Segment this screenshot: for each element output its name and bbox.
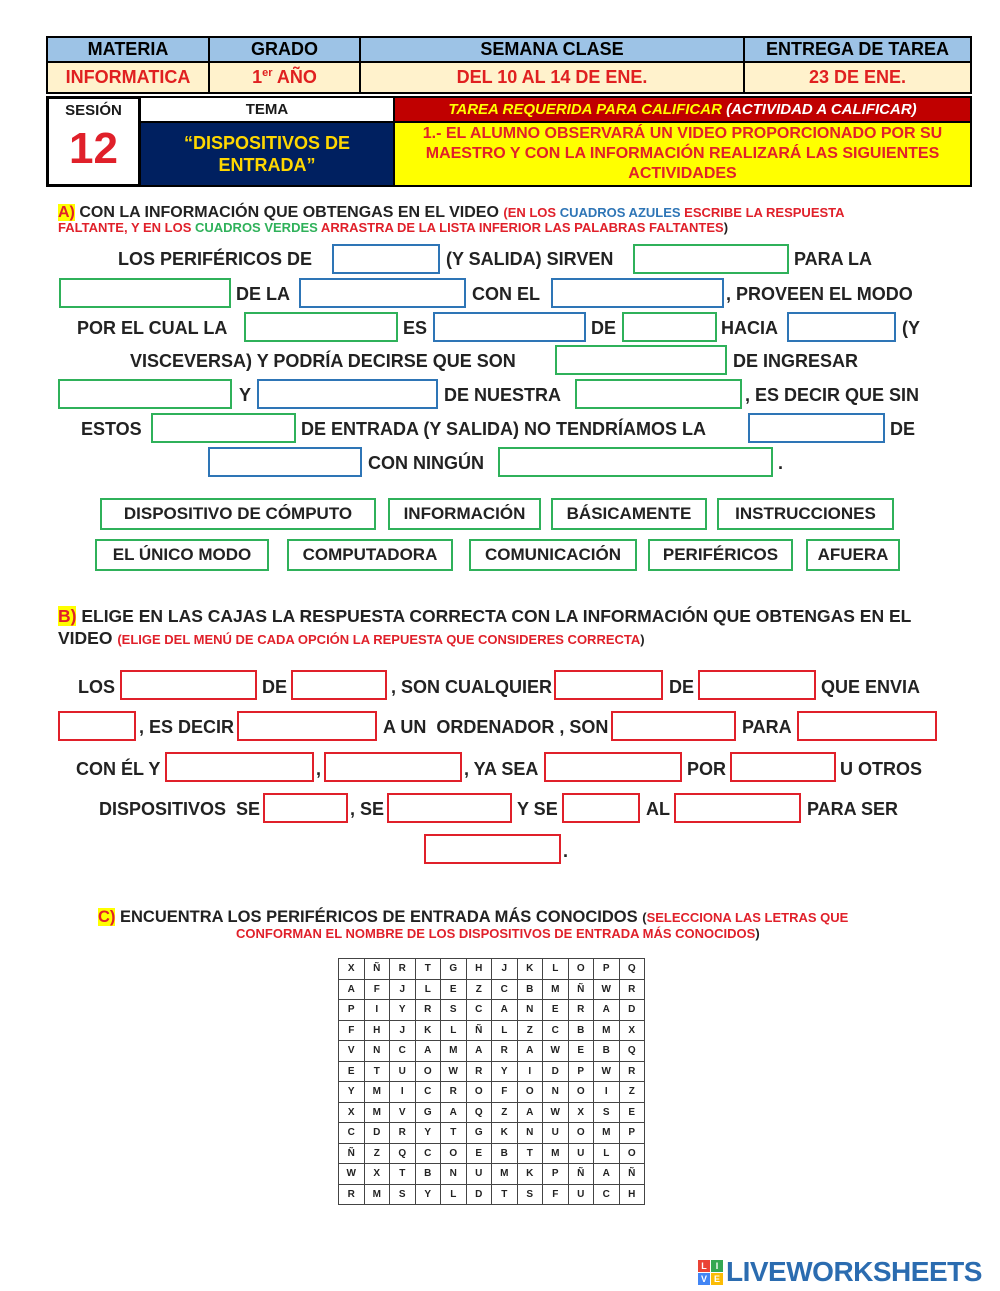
text-b1: LOS xyxy=(78,677,116,697)
dropdown-select[interactable] xyxy=(58,711,136,741)
grid-letter[interactable]: R xyxy=(390,1123,416,1144)
grid-letter[interactable]: G xyxy=(466,1123,492,1144)
grid-letter[interactable]: K xyxy=(517,959,543,980)
grid-letter[interactable]: M xyxy=(543,979,569,1000)
grid-letter[interactable]: Ñ xyxy=(339,1143,365,1164)
text-b12: POR xyxy=(687,759,727,779)
dropdown-select[interactable] xyxy=(424,834,561,864)
grid-letter[interactable]: J xyxy=(492,959,518,980)
text-b3: , SON CUALQUIER xyxy=(391,677,553,697)
text-a7: POR EL CUAL LA xyxy=(77,318,228,338)
grid-letter[interactable]: W xyxy=(441,1061,467,1082)
grid-letter[interactable]: B xyxy=(492,1143,518,1164)
text-a2: (Y SALIDA) SIRVEN xyxy=(446,249,614,269)
chip-word[interactable]: BÁSICAMENTE xyxy=(551,498,707,530)
grid-letter[interactable]: U xyxy=(466,1164,492,1185)
text-b6: , ES DECIR xyxy=(139,717,235,737)
grid-letter[interactable]: M xyxy=(492,1164,518,1185)
tarea-requerida: TAREA REQUERIDA PARA CALIFICAR (ACTIVIDAD A CALIFICAR) xyxy=(393,96,972,123)
grid-letter[interactable]: M xyxy=(364,1082,390,1103)
grid-letter[interactable]: T xyxy=(441,1123,467,1144)
chip-word[interactable]: INFORMACIÓN xyxy=(388,498,541,530)
grid-letter[interactable]: Q xyxy=(619,1041,645,1062)
grid-letter[interactable]: A xyxy=(339,979,365,1000)
grado-value: 1er AÑO xyxy=(208,61,361,94)
chip-word[interactable]: COMUNICACIÓN xyxy=(469,539,637,571)
grid-letter[interactable]: D xyxy=(364,1123,390,1144)
text-a16: , ES DECIR QUE SIN xyxy=(745,385,920,405)
dropdown-select[interactable] xyxy=(263,793,348,823)
grid-letter[interactable]: C xyxy=(415,1082,441,1103)
grid-letter[interactable]: G xyxy=(415,1102,441,1123)
grid-letter[interactable]: H xyxy=(466,959,492,980)
green-drop-box[interactable] xyxy=(622,312,717,342)
grid-letter[interactable]: Q xyxy=(466,1102,492,1123)
grid-letter[interactable]: K xyxy=(517,1164,543,1185)
grid-letter[interactable]: L xyxy=(594,1143,620,1164)
chip-word[interactable]: AFUERA xyxy=(806,539,900,571)
text-b11: , YA SEA xyxy=(464,759,539,779)
dropdown-select[interactable] xyxy=(562,793,640,823)
section-c-title: C) ENCUENTRA LOS PERIFÉRICOS DE ENTRADA MÁS CONOCIDOS (SELECCIONA LAS LETRAS QUE xyxy=(98,908,849,926)
grid-letter[interactable]: P xyxy=(568,1061,594,1082)
grid-letter[interactable]: W xyxy=(594,979,620,1000)
text-a10: HACIA xyxy=(721,318,778,338)
dropdown-select[interactable] xyxy=(730,752,836,782)
grid-letter[interactable]: V xyxy=(339,1041,365,1062)
grid-letter[interactable]: Q xyxy=(390,1143,416,1164)
grid-letter[interactable]: X xyxy=(619,1020,645,1041)
grid-letter[interactable]: P xyxy=(543,1164,569,1185)
grid-letter[interactable]: P xyxy=(619,1123,645,1144)
grid-letter[interactable]: M xyxy=(594,1020,620,1041)
materia-value: INFORMATICA xyxy=(46,61,210,94)
blue-answer-box[interactable] xyxy=(208,447,362,477)
grid-letter[interactable]: C xyxy=(466,1000,492,1021)
grid-letter[interactable]: Ñ xyxy=(568,1164,594,1185)
dropdown-select[interactable] xyxy=(554,670,663,700)
grid-letter[interactable]: E xyxy=(339,1061,365,1082)
grid-letter[interactable]: Z xyxy=(619,1082,645,1103)
grid-letter[interactable]: C xyxy=(339,1123,365,1144)
grid-letter[interactable]: R xyxy=(492,1041,518,1062)
grid-letter[interactable]: N xyxy=(441,1164,467,1185)
grid-letter[interactable]: K xyxy=(492,1123,518,1144)
grid-letter[interactable]: L xyxy=(543,959,569,980)
grid-letter[interactable]: N xyxy=(517,1123,543,1144)
grid-letter[interactable]: D xyxy=(466,1184,492,1205)
grid-letter[interactable]: T xyxy=(492,1184,518,1205)
grid-letter[interactable]: X xyxy=(568,1102,594,1123)
dropdown-select[interactable] xyxy=(324,752,462,782)
grid-letter[interactable]: W xyxy=(339,1164,365,1185)
green-drop-box[interactable] xyxy=(58,379,232,409)
grid-letter[interactable]: C xyxy=(390,1041,416,1062)
word-search-grid xyxy=(338,958,645,1205)
grid-letter[interactable]: E xyxy=(619,1102,645,1123)
grid-letter[interactable]: Ñ xyxy=(568,979,594,1000)
grid-letter[interactable]: M xyxy=(543,1143,569,1164)
grid-letter[interactable]: S xyxy=(517,1184,543,1205)
logo-cube-icon xyxy=(698,1260,723,1285)
grid-letter[interactable]: H xyxy=(364,1020,390,1041)
grid-letter[interactable]: Y xyxy=(415,1184,441,1205)
grid-letter[interactable]: W xyxy=(543,1102,569,1123)
grid-letter[interactable]: A xyxy=(492,1000,518,1021)
grid-letter[interactable]: O xyxy=(441,1143,467,1164)
grid-letter[interactable]: X xyxy=(339,959,365,980)
grid-letter[interactable]: F xyxy=(492,1082,518,1103)
section-a-title: A) CON LA INFORMACIÓN QUE OBTENGAS EN EL VIDEO (EN LOS CUADROS AZULES ESCRIBE LA RESPUESTA xyxy=(58,204,845,221)
text-a3: PARA LA xyxy=(794,249,872,269)
text-b5: QUE ENVIA xyxy=(821,677,921,697)
grid-letter[interactable]: Z xyxy=(492,1102,518,1123)
grid-letter[interactable]: T xyxy=(390,1164,416,1185)
grid-row xyxy=(339,1020,645,1041)
grid-letter[interactable]: A xyxy=(441,1102,467,1123)
grid-letter[interactable]: X xyxy=(339,1102,365,1123)
text-a4: DE LA xyxy=(236,284,290,304)
grid-letter[interactable]: E xyxy=(543,1000,569,1021)
grid-letter[interactable]: A xyxy=(594,1000,620,1021)
text-b18: PARA SER xyxy=(807,799,899,819)
text-a6: , PROVEEN EL MODO xyxy=(726,284,913,304)
grid-letter[interactable]: D xyxy=(543,1061,569,1082)
text-b7: A UN ORDENADOR , SON xyxy=(383,717,609,737)
grid-letter[interactable]: C xyxy=(543,1020,569,1041)
text-b15: , SE xyxy=(350,799,385,819)
grid-letter[interactable]: U xyxy=(543,1123,569,1144)
section-c-note: CONFORMAN EL NOMBRE DE LOS DISPOSITIVOS DE ENTRADA MÁS CONOCIDOS) xyxy=(236,926,760,941)
text-a13: DE INGRESAR xyxy=(733,351,859,371)
grid-letter[interactable]: I xyxy=(364,1000,390,1021)
grid-letter[interactable]: C xyxy=(492,979,518,1000)
text-a1: LOS PERIFÉRICOS DE xyxy=(118,249,313,269)
grid-letter[interactable]: R xyxy=(415,1000,441,1021)
dropdown-select[interactable] xyxy=(120,670,257,700)
grid-letter[interactable]: Q xyxy=(619,959,645,980)
logo-cube-letter: L xyxy=(698,1260,710,1272)
text-b13: U OTROS xyxy=(840,759,923,779)
grid-letter[interactable]: F xyxy=(339,1020,365,1041)
grid-letter[interactable]: O xyxy=(466,1082,492,1103)
text-a18: DE ENTRADA (Y SALIDA) NO TENDRÍAMOS LA xyxy=(301,419,706,439)
dropdown-select[interactable] xyxy=(611,711,736,741)
grid-row xyxy=(339,1000,645,1021)
tema-label: TEMA xyxy=(139,96,395,123)
instruccion-text: 1.- EL ALUMNO OBSERVARÁ UN VIDEO PROPORCIONADO POR SU MAESTRO Y CON LA INFORMACIÓN REALIZARÁ LAS SIGUIENTES ACTIVIDADES xyxy=(393,121,972,187)
grid-letter[interactable]: O xyxy=(568,1123,594,1144)
grid-letter[interactable]: Y xyxy=(415,1123,441,1144)
grid-letter[interactable]: L xyxy=(441,1184,467,1205)
text-b4: DE xyxy=(669,677,695,697)
grid-letter[interactable]: O xyxy=(568,959,594,980)
grid-letter[interactable]: A xyxy=(466,1041,492,1062)
grid-row xyxy=(339,1082,645,1103)
chip-word[interactable]: EL ÚNICO MODO xyxy=(95,539,269,571)
blue-answer-box[interactable] xyxy=(748,413,885,443)
text-b2: DE xyxy=(262,677,288,697)
grid-letter[interactable]: B xyxy=(594,1041,620,1062)
grid-letter[interactable]: N xyxy=(364,1041,390,1062)
dropdown-select[interactable] xyxy=(291,670,387,700)
grid-letter[interactable]: Y xyxy=(492,1061,518,1082)
text-a5: CON EL xyxy=(472,284,541,304)
grid-letter[interactable]: Z xyxy=(466,979,492,1000)
grid-row xyxy=(339,1184,645,1205)
grid-letter[interactable]: R xyxy=(466,1061,492,1082)
grid-letter[interactable]: R xyxy=(441,1082,467,1103)
grid-letter[interactable]: R xyxy=(619,979,645,1000)
grid-row xyxy=(339,1143,645,1164)
sesion-cell xyxy=(46,96,141,187)
grid-letter[interactable]: I xyxy=(594,1082,620,1103)
entrega-value: 23 DE ENE. xyxy=(743,61,972,94)
grid-letter[interactable]: E xyxy=(466,1143,492,1164)
text-b19: . xyxy=(563,841,569,861)
semana-value: DEL 10 AL 14 DE ENE. xyxy=(359,61,745,94)
blue-answer-box[interactable] xyxy=(299,278,466,308)
grid-letter[interactable]: O xyxy=(517,1082,543,1103)
grid-letter[interactable]: U xyxy=(568,1184,594,1205)
grid-letter[interactable]: R xyxy=(619,1061,645,1082)
grid-row xyxy=(339,1041,645,1062)
grid-letter[interactable]: R xyxy=(568,1000,594,1021)
grid-letter[interactable]: U xyxy=(390,1061,416,1082)
grid-letter[interactable]: M xyxy=(441,1041,467,1062)
text-b8: PARA xyxy=(742,717,792,737)
grid-letter[interactable]: F xyxy=(364,979,390,1000)
grid-letter[interactable]: N xyxy=(543,1082,569,1103)
grid-letter[interactable]: F xyxy=(543,1184,569,1205)
blue-answer-box[interactable] xyxy=(332,244,440,274)
dropdown-select[interactable] xyxy=(698,670,816,700)
tema-value: “DISPOSITIVOS DE ENTRADA” xyxy=(139,121,395,187)
grid-letter[interactable]: G xyxy=(441,959,467,980)
grid-letter[interactable]: Y xyxy=(390,1000,416,1021)
text-b14: DISPOSITIVOS SE xyxy=(99,799,261,819)
chip-word[interactable]: COMPUTADORA xyxy=(287,539,453,571)
grid-letter[interactable]: J xyxy=(390,1020,416,1041)
grid-letter[interactable]: E xyxy=(568,1041,594,1062)
green-drop-box[interactable] xyxy=(555,345,727,375)
text-a14: Y xyxy=(239,385,252,405)
grid-letter[interactable]: N xyxy=(517,1000,543,1021)
grid-letter[interactable]: B xyxy=(517,979,543,1000)
dropdown-select[interactable] xyxy=(674,793,801,823)
text-a8: ES xyxy=(403,318,428,338)
grid-letter[interactable]: A xyxy=(517,1102,543,1123)
logo-cube-letter: I xyxy=(711,1260,723,1272)
grid-letter[interactable]: K xyxy=(415,1020,441,1041)
grid-letter[interactable]: L xyxy=(441,1020,467,1041)
text-b17: AL xyxy=(646,799,670,819)
dropdown-select[interactable] xyxy=(165,752,314,782)
grid-letter[interactable]: Ñ xyxy=(364,959,390,980)
liveworksheets-logo xyxy=(698,1256,982,1288)
grid-row xyxy=(339,1123,645,1144)
grid-letter[interactable]: O xyxy=(619,1143,645,1164)
grid-row xyxy=(339,1164,645,1185)
chip-word[interactable]: PERIFÉRICOS xyxy=(648,539,793,571)
grid-letter[interactable]: C xyxy=(415,1143,441,1164)
grid-letter[interactable]: T xyxy=(364,1061,390,1082)
text-b16: Y SE xyxy=(517,799,558,819)
grado-header: GRADO xyxy=(208,36,361,63)
blue-answer-box[interactable] xyxy=(551,278,724,308)
dropdown-select[interactable] xyxy=(797,711,937,741)
grid-letter[interactable]: P xyxy=(594,959,620,980)
grid-letter[interactable]: S xyxy=(441,1000,467,1021)
green-drop-box[interactable] xyxy=(59,278,231,308)
dropdown-select[interactable] xyxy=(544,752,682,782)
grid-letter[interactable]: W xyxy=(594,1061,620,1082)
grid-letter[interactable]: P xyxy=(339,1000,365,1021)
section-b-title-2: VIDEO (ELIGE DEL MENÚ DE CADA OPCIÓN LA REPUESTA QUE CONSIDERES CORRECTA) xyxy=(58,628,645,648)
grid-row xyxy=(339,979,645,1000)
grid-letter[interactable]: M xyxy=(364,1102,390,1123)
grid-letter[interactable]: D xyxy=(619,1000,645,1021)
grid-letter[interactable]: Z xyxy=(517,1020,543,1041)
grid-letter[interactable]: S xyxy=(390,1184,416,1205)
sesion-number: 12 xyxy=(69,124,118,173)
green-drop-box[interactable] xyxy=(575,379,742,409)
grid-letter[interactable]: B xyxy=(568,1020,594,1041)
text-a19: DE xyxy=(890,419,916,439)
text-a21: . xyxy=(778,453,784,473)
grid-letter[interactable]: S xyxy=(594,1102,620,1123)
entrega-header: ENTREGA DE TAREA xyxy=(743,36,972,63)
text-a15: DE NUESTRA xyxy=(444,385,562,405)
semana-header: SEMANA CLASE xyxy=(359,36,745,63)
grid-letter[interactable]: L xyxy=(492,1020,518,1041)
grid-letter[interactable]: C xyxy=(594,1184,620,1205)
grid-letter[interactable]: R xyxy=(390,959,416,980)
text-b10: , xyxy=(316,759,322,779)
chip-word[interactable]: INSTRUCCIONES xyxy=(717,498,894,530)
grid-letter[interactable]: Y xyxy=(339,1082,365,1103)
green-drop-box[interactable] xyxy=(244,312,398,342)
grid-row xyxy=(339,959,645,980)
grid-letter[interactable]: O xyxy=(415,1061,441,1082)
grid-letter[interactable]: H xyxy=(619,1184,645,1205)
grid-letter[interactable]: Ñ xyxy=(619,1164,645,1185)
grid-letter[interactable]: A xyxy=(415,1041,441,1062)
dropdown-select[interactable] xyxy=(237,711,377,741)
grid-letter[interactable]: M xyxy=(594,1123,620,1144)
grid-letter[interactable]: E xyxy=(441,979,467,1000)
grid-letter[interactable]: B xyxy=(415,1164,441,1185)
materia-header: MATERIA xyxy=(46,36,210,63)
logo-cube-letter: V xyxy=(698,1273,710,1285)
grid-letter[interactable]: R xyxy=(339,1184,365,1205)
grid-letter[interactable]: M xyxy=(364,1184,390,1205)
grid-letter[interactable]: U xyxy=(568,1143,594,1164)
sesion-label: SESIÓN xyxy=(65,102,122,119)
grid-letter[interactable]: V xyxy=(390,1102,416,1123)
chip-word[interactable]: DISPOSITIVO DE CÓMPUTO xyxy=(100,498,376,530)
text-b9: CON ÉL Y xyxy=(76,759,161,779)
grid-letter[interactable]: T xyxy=(517,1143,543,1164)
blue-answer-box[interactable] xyxy=(787,312,896,342)
green-drop-box[interactable] xyxy=(151,413,296,443)
grid-letter[interactable]: A xyxy=(594,1164,620,1185)
text-a20: CON NINGÚN xyxy=(368,453,484,473)
blue-answer-box[interactable] xyxy=(257,379,438,409)
grid-row xyxy=(339,1102,645,1123)
section-b-title: B) ELIGE EN LAS CAJAS LA RESPUESTA CORRECTA CON LA INFORMACIÓN QUE OBTENGAS EN EL xyxy=(58,606,912,626)
green-drop-box[interactable] xyxy=(498,447,773,477)
grid-letter[interactable]: A xyxy=(517,1041,543,1062)
text-a11: (Y xyxy=(902,318,920,338)
blue-answer-box[interactable] xyxy=(433,312,586,342)
grid-letter[interactable]: I xyxy=(517,1061,543,1082)
grid-letter[interactable]: L xyxy=(415,979,441,1000)
grid-letter[interactable]: O xyxy=(568,1082,594,1103)
text-a17: ESTOS xyxy=(81,419,142,439)
grid-letter[interactable]: I xyxy=(390,1082,416,1103)
text-a9: DE xyxy=(591,318,617,338)
text-a12: VISCEVERSA) Y PODRÍA DECIRSE QUE SON xyxy=(130,351,516,371)
logo-text: LIVEWORKSHEETS xyxy=(726,1256,982,1287)
grid-row xyxy=(339,1061,645,1082)
green-drop-box[interactable] xyxy=(633,244,789,274)
grid-letter[interactable]: J xyxy=(390,979,416,1000)
grid-letter[interactable]: T xyxy=(415,959,441,980)
grid-letter[interactable]: W xyxy=(543,1041,569,1062)
section-a-note: FALTANTE, Y EN LOS CUADROS VERDES ARRASTRA DE LA LISTA INFERIOR LAS PALABRAS FALTANTES) xyxy=(58,220,729,235)
grid-letter[interactable]: Ñ xyxy=(466,1020,492,1041)
grid-letter[interactable]: X xyxy=(364,1164,390,1185)
logo-cube-letter: E xyxy=(711,1273,723,1285)
grid-letter[interactable]: Z xyxy=(364,1143,390,1164)
dropdown-select[interactable] xyxy=(387,793,512,823)
